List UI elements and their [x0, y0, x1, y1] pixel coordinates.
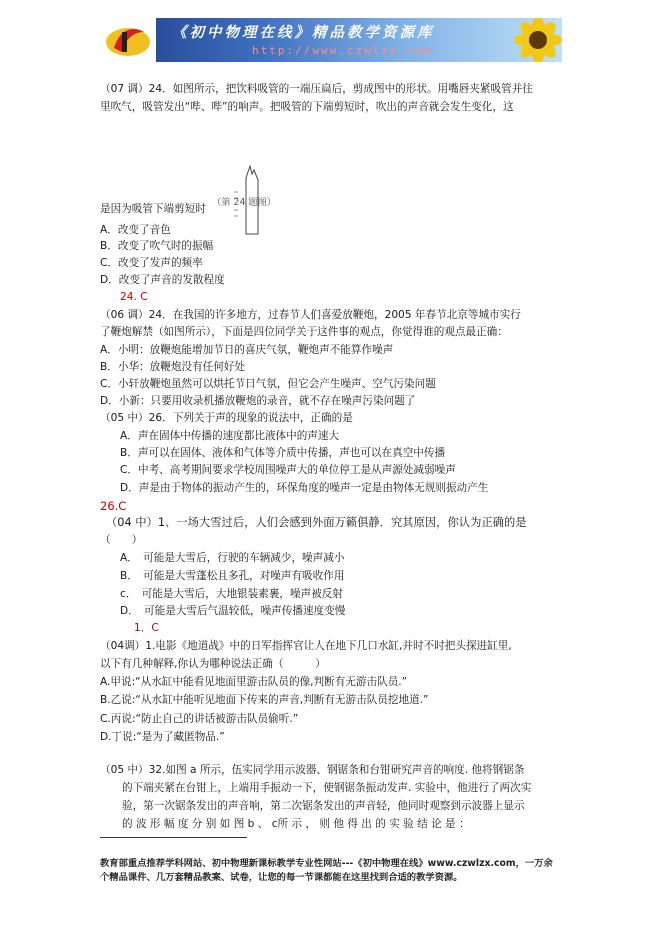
q05b-text-line-3: 验，第一次锯条发出的声音响，第二次锯条发出的声音轻，他同时观察到示波器上显示 — [122, 800, 525, 812]
q04a-option-b: B． 可能是大雪蓬松且多孔，对噪声有吸收作用 — [120, 570, 345, 582]
q04b-text-line-1: （04调）1.电影《地道战》中的日军指挥官让人在地下几口水缸,并时不时把头探进缸里, — [100, 640, 512, 652]
q05-option-b: B．声可以在固体、液体和气体等介质中传播，声也可以在真空中传播 — [120, 447, 446, 459]
q07-option-b: B．改变了吹气时的振幅 — [100, 240, 214, 252]
q07-option-d: D．改变了声音的发散程度 — [100, 274, 225, 286]
sunflower-icon — [502, 18, 562, 62]
q04a-option-a: A． 可能是大雪后，行驶的车辆减少，噪声减小 — [120, 552, 345, 564]
header-banner — [100, 18, 562, 62]
q05b-text-line-4: 的 波 形 幅 度 分 别 如 图 b 、 c所 示 ， 则 他 得 出 的 实 验 结 论 是 ： — [122, 818, 470, 830]
q07-option-a: A．改变了音色 — [100, 224, 171, 236]
q07-option-c: C．改变了发声的频率 — [100, 257, 203, 269]
q07-text-line-1: （07 调）24．如图所示，把饮料吸管的一端压扁后，剪成图中的形状。用嘴唇夹紧吸管并往 — [100, 83, 533, 95]
straw-figure — [218, 118, 290, 258]
q04a-answer: 1．C — [134, 622, 159, 634]
q04b-option-a: A.甲说:“从水缸中能看见地面里游击队员的像,判断有无游击队员.” — [100, 676, 408, 688]
q05-option-c: C．中考、高考期间要求学校周围噪声大的单位停工是从声源处减弱噪声 — [120, 464, 456, 476]
q06-option-a: A．小明：放鞭炮能增加节日的喜庆气氛，鞭炮声不能算作噪声 — [100, 344, 394, 356]
footer-line-1: 教育部重点推荐学科网站、初中物理新课标教学专业性网站---《初中物理在线》www.czwlzx.com，一万余 — [100, 858, 553, 869]
site-title: 《初中物理在线》精品教学资源库 — [172, 24, 435, 41]
q06-option-b: B．小华：放鞭炮没有任何好处 — [100, 361, 245, 373]
q04a-option-d: D． 可能是大雪后气温较低，噪声传播速度变慢 — [120, 605, 346, 617]
q04a-option-c: c． 可能是大雪后，大地银装素裹，噪声被反射 — [120, 588, 343, 600]
q05-option-a: A．声在固体中传播的速度都比液体中的声速大 — [120, 430, 340, 442]
q04a-text-line-2: （ ） — [100, 534, 143, 546]
figure-caption: （第 24 题图） — [212, 197, 277, 208]
q05b-text-line-2: 的下端夹紧在台钳上，上端用手振动一下，使钢锯条振动发声. 实验中，他进行了两次实 — [122, 782, 532, 794]
q07-text-line-3: 是因为吸管下端剪短时 — [100, 203, 206, 215]
q05-option-d: D．声是由于物体的振动产生的，环保角度的噪声一定是由物体无规则振动产生 — [120, 482, 489, 494]
q06-option-c: C．小轩放鞭炮虽然可以烘托节日气氛，但它会产生噪声、空气污染问题 — [100, 378, 436, 390]
q04b-option-b: B.乙说:“从水缸中能听见地面下传来的声音,判断有无游击队员挖地道.” — [100, 694, 429, 706]
q07-answer: 24. C — [120, 291, 148, 303]
q04b-text-line-2: 以下有几种解释,你认为哪种说法正确（ ） — [100, 658, 326, 670]
site-url[interactable]: http://www.czwlzx.com — [252, 44, 434, 57]
footer-divider — [100, 837, 247, 838]
q05-answer: 26.C — [100, 499, 127, 513]
q06-option-d: D．小新：只要用收录机播放鞭炮的录音，就不存在噪声污染问题了 — [100, 395, 416, 407]
q06-text-line-1: （06 调）24．在我国的许多地方，过春节人们喜爱放鞭炮，2005 年春节北京等城市实行 — [100, 309, 521, 321]
q04b-option-c: C.丙说:“防止自己的讲话被游击队员偷听.” — [100, 713, 299, 725]
site-logo-icon — [100, 18, 156, 62]
q04b-option-d: D.丁说:“是为了藏匿物品.” — [100, 731, 225, 743]
q05-text-line-1: （05 中）26．下列关于声的现象的说法中，正确的是 — [100, 412, 353, 424]
q04a-text-line-1: （04 中）1、一场大雪过后，人们会感到外面万籁俱静．究其原因，你认为正确的是 — [106, 516, 527, 529]
footer-line-2: 个精品课件、几万套精品教案、试卷，让您的每一节课都能在这里找到合适的教学资源。 — [100, 872, 463, 883]
footer — [100, 857, 564, 885]
q06-text-line-2: 了鞭炮解禁（如图所示），下面是四位同学关于这件事的观点，你觉得谁的观点最正确： — [100, 326, 508, 338]
q05b-text-line-1: （05 中）32.如图 a 所示，伍实同学用示波器、钢锯条和台钳研究声音的响度. 他将钢锯条 — [100, 764, 525, 776]
q07-text-line-2: 里吹气，吸管发出“哔、哔”的响声。把吸管的下端剪短时，吹出的声音就会发生变化，这 — [100, 101, 514, 113]
